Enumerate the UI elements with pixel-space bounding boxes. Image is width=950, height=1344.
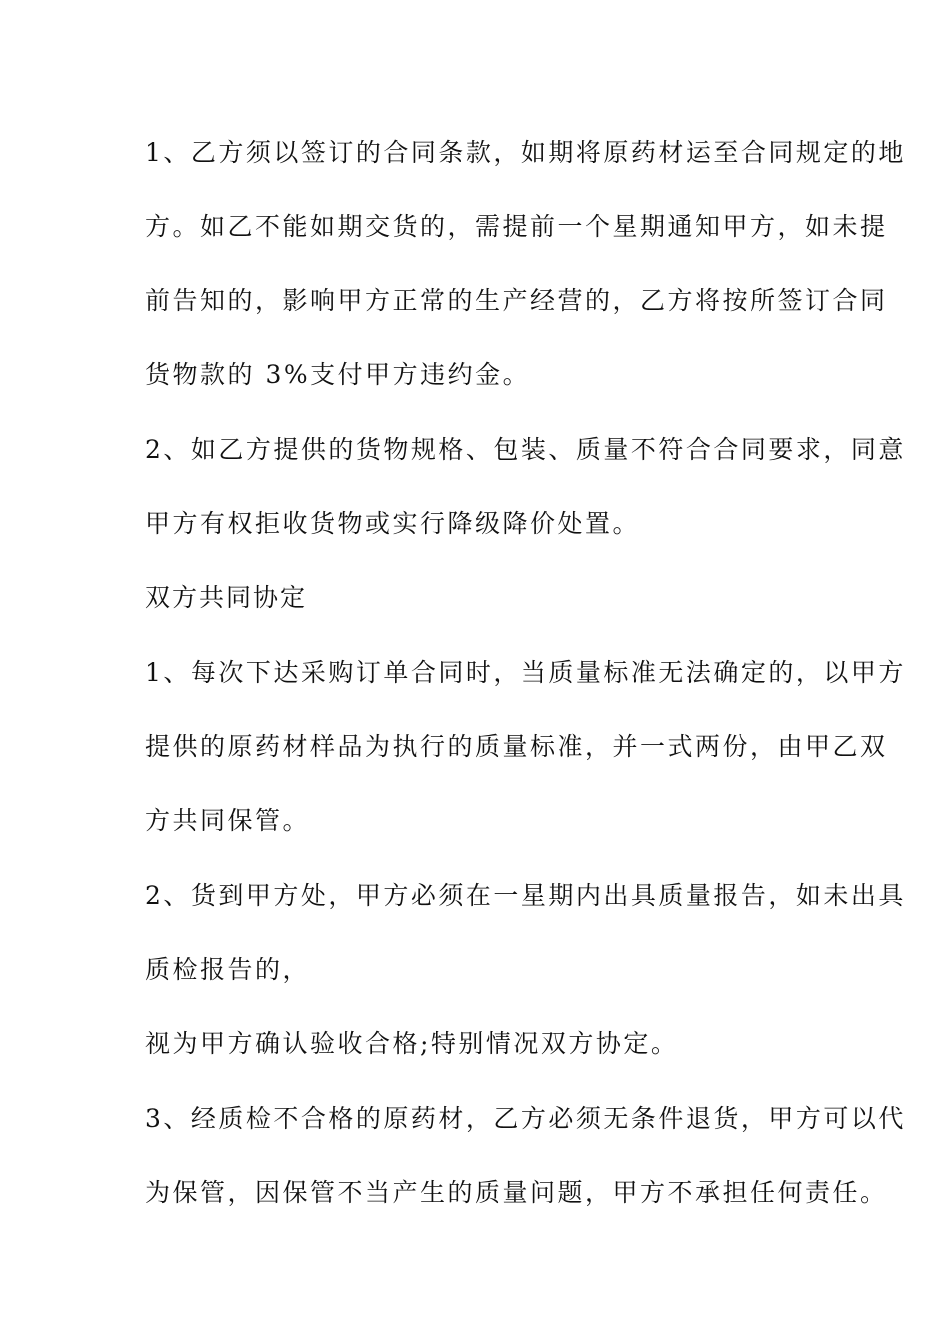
agreement-3-line-2: 为保管，因保管不当产生的质量问题，甲方不承担任何责任。 — [145, 1178, 888, 1207]
agreement-2-line-3: 视为甲方确认验收合格;特别情况双方协定。 — [145, 1029, 679, 1058]
agreement-2-line-1: 2、货到甲方处，甲方必须在一星期内出具质量报告，如未出具 — [145, 881, 906, 910]
agreement-1-line-3: 方共同保管。 — [145, 806, 311, 835]
clause-2-line-1: 2、如乙方提供的货物规格、包装、质量不符合合同要求，同意 — [145, 435, 906, 464]
clause-1-line-3: 前告知的，影响甲方正常的生产经营的，乙方将按所签订合同 — [145, 286, 888, 315]
clause-1-line-2: 方。如乙不能如期交货的，需提前一个星期通知甲方，如未提 — [145, 212, 888, 241]
agreement-3-line-1: 3、经质检不合格的原药材，乙方必须无条件退货，甲方可以代 — [145, 1104, 906, 1133]
section-heading: 双方共同协定 — [145, 583, 308, 612]
clause-1-line-1: 1、乙方须以签订的合同条款，如期将原药材运至合同规定的地 — [145, 138, 906, 167]
agreement-1-line-1: 1、每次下达采购订单合同时，当质量标准无法确定的，以甲方 — [145, 658, 906, 687]
agreement-1-line-2: 提供的原药材样品为执行的质量标准，并一式两份，由甲乙双 — [145, 732, 888, 761]
clause-1-line-4: 货物款的 3%支付甲方违约金。 — [145, 360, 531, 389]
clause-2-line-2: 甲方有权拒收货物或实行降级降价处置。 — [145, 509, 641, 538]
agreement-2-line-2: 质检报告的， — [145, 955, 311, 984]
